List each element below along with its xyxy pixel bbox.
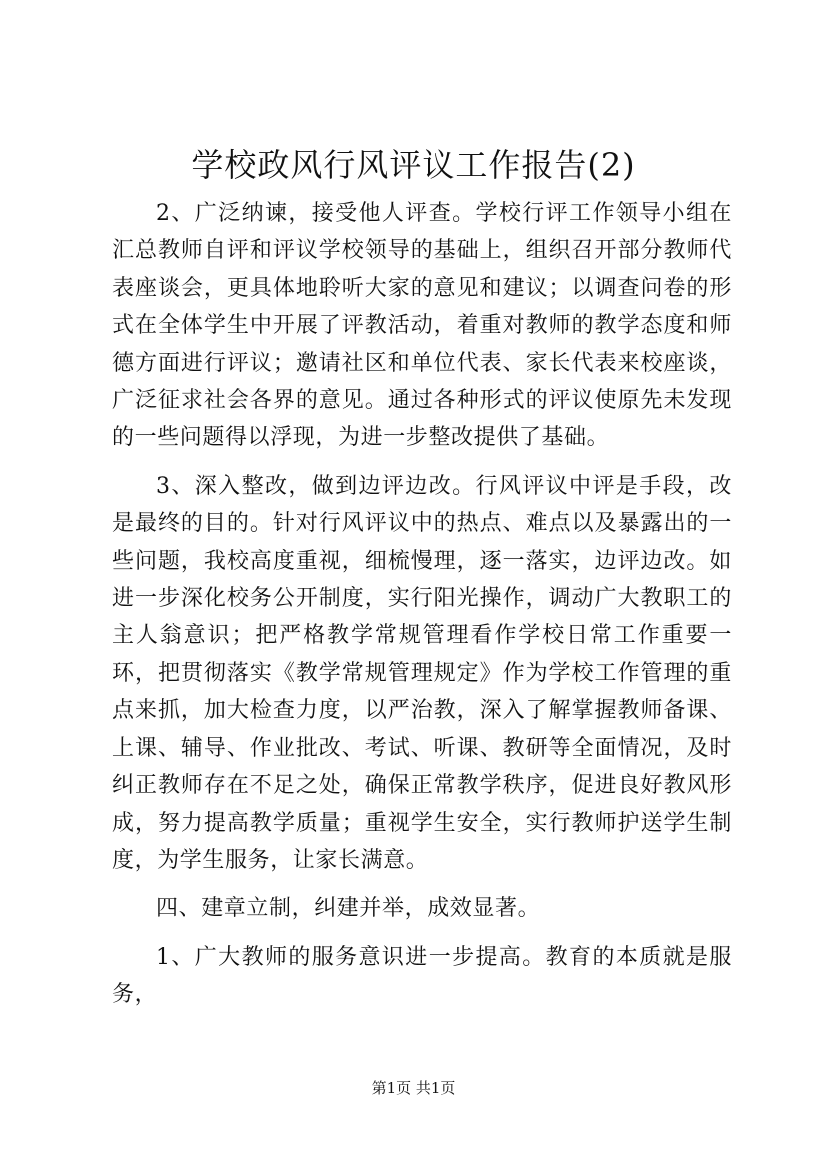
paragraph-2: 2、广泛纳谏，接受他人评查。学校行评工作领导小组在汇总教师自评和评议学校领导的基础上，组织召开部分教师代表座谈会，更具体地聆听大家的意见和建议；以调查问卷的形式在全体学生中开展了评教活动，着重对教师的教学态度和师德方面进行评议；邀请社区和单位代表、家长代表来校座谈，广泛征求社会各界的意见。通过各种形式的评议使原先未发现的一些问题得以浮现，为进一步整改提供了基础。 [112,201,732,451]
paragraph-4-1: 1、广大教师的服务意识进一步提高。教育的本质就是服务， [112,944,732,1008]
document-title: 学校政风行风评议工作报告(2) [191,146,636,184]
document-body [112,195,732,1014]
paragraph-3: 3、深入整改，做到边评边改。行风评议中评是手段，改是最终的目的。针对行风评议中的热点、难点以及暴露出的一些问题，我校高度重视，细梳慢理，逐一落实，边评边改。如进一步深化校务公开制度，实行阳光操作，调动广大教职工的主人翁意识；把严格教学常规管理看作学校日常工作重要一环，把贯彻落实《教学常规管理规定》作为学校工作管理的重点来抓，加大检查力度，以严治教，深入了解掌握教师备课、上课、辅导、作业批改、考试、听课、教研等全面情况，及时纠正教师存在不足之处，确保正常教学秩序，促进良好教风形成，努力提高教学质量；重视学生安全，实行教师护送学生制度，为学生服务，让家长满意。 [112,473,732,873]
section-heading-4: 四、建章立制，纠建并举，成效显著。 [156,896,541,922]
page-footer: 第1页 共1页 [371,1079,456,1097]
